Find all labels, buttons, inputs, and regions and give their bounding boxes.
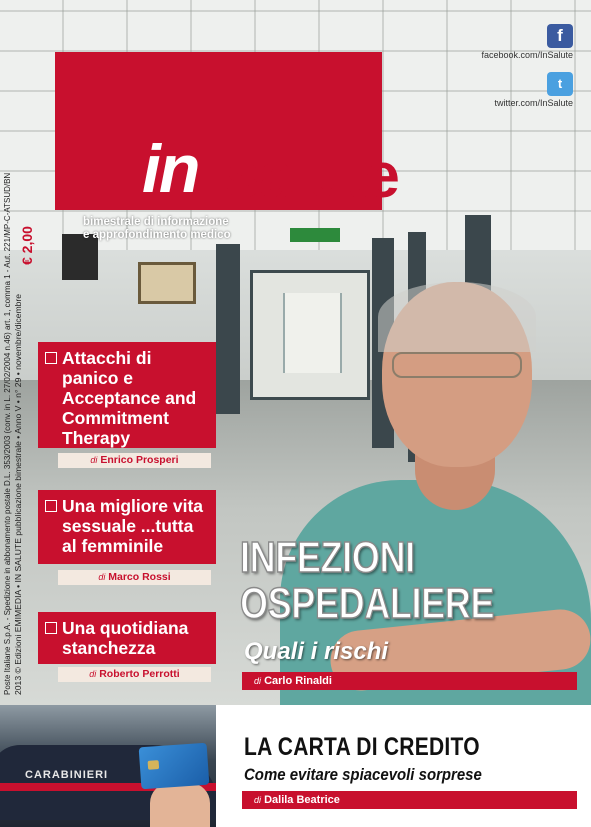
subtitle-line-1: bimestrale di informazione	[83, 216, 229, 228]
teaser-box[interactable]	[38, 490, 216, 564]
facebook-icon: f	[547, 24, 573, 48]
corridor-door	[216, 244, 240, 414]
exit-sign	[290, 228, 340, 242]
car-label: CARABINIERI	[25, 769, 109, 781]
byline-di: di	[254, 795, 262, 805]
bottom-author: Dalila Beatrice	[264, 794, 340, 806]
byline-di: di	[98, 572, 106, 582]
masthead-subtitle	[83, 216, 231, 242]
teaser-box[interactable]	[38, 612, 216, 664]
teaser-author: Enrico Prosperi	[100, 454, 179, 466]
twitter-icon: t	[547, 72, 573, 96]
teaser-author: Marco Rossi	[108, 571, 171, 583]
cover-price: € 2,00	[19, 226, 35, 265]
cover-author: Carlo Rinaldi	[264, 675, 332, 687]
teaser-author: Roberto Perrotti	[99, 668, 180, 680]
teaser-byline	[58, 453, 211, 468]
notice-board	[138, 262, 196, 304]
teaser-title: Una migliore vita sessuale ...tutta al femminile	[62, 496, 210, 556]
headline-line-2: OSPEDALIERE	[240, 579, 495, 628]
spine-line-1: 2013 © Edizioni EMIMEDIA • IN SALUTE pubblicazione bimestrale • Anno V • n° 29 • novembre/dicembre	[13, 293, 23, 695]
corridor-doorway	[250, 270, 370, 400]
brand-in: in	[142, 131, 199, 207]
byline-di: di	[89, 669, 97, 679]
bottom-byline	[242, 791, 577, 809]
byline-di: di	[90, 455, 98, 465]
teaser-title: Una quotidiana stanchezza	[62, 618, 210, 658]
facebook-url: facebook.com/InSalute	[481, 50, 573, 60]
cover-headline	[240, 535, 494, 627]
carabinieri-car-photo	[0, 705, 216, 827]
hand	[150, 783, 210, 827]
cover-byline	[242, 672, 577, 690]
cover-kicker: Quali i rischi	[244, 638, 389, 665]
teaser-title: Attacchi di panico e Acceptance and Commitment Therapy	[62, 348, 210, 448]
twitter-link[interactable]	[494, 72, 573, 108]
bottom-subtitle: Come evitare spiacevoli sorprese	[244, 765, 482, 784]
spine-text	[2, 5, 36, 695]
teaser-byline	[58, 570, 211, 585]
twitter-url: twitter.com/InSalute	[494, 98, 573, 108]
brand-salute: salute	[225, 139, 398, 211]
bottom-title: LA CARTA DI CREDITO	[244, 733, 480, 761]
facebook-link[interactable]	[481, 24, 573, 60]
subtitle-line-2: e approfondimento medico	[83, 229, 231, 241]
doctor-hair	[378, 282, 536, 352]
teaser-box[interactable]	[38, 342, 216, 448]
card-chip	[148, 760, 160, 770]
spine-line-2: Poste Italiane S.p.A. - Spedizione in abbonamento postale D.L. 353/2003 (conv. in L. 27/02/2004 n.46) art. 1, comma 1 - Aut. 221/MP-C-ATSUD/BN	[3, 172, 12, 695]
credit-card-icon	[139, 743, 210, 790]
teaser-byline	[58, 667, 211, 682]
doctor-glasses	[392, 352, 522, 378]
headline-line-1: INFEZIONI	[240, 533, 415, 582]
byline-di: di	[254, 676, 262, 686]
